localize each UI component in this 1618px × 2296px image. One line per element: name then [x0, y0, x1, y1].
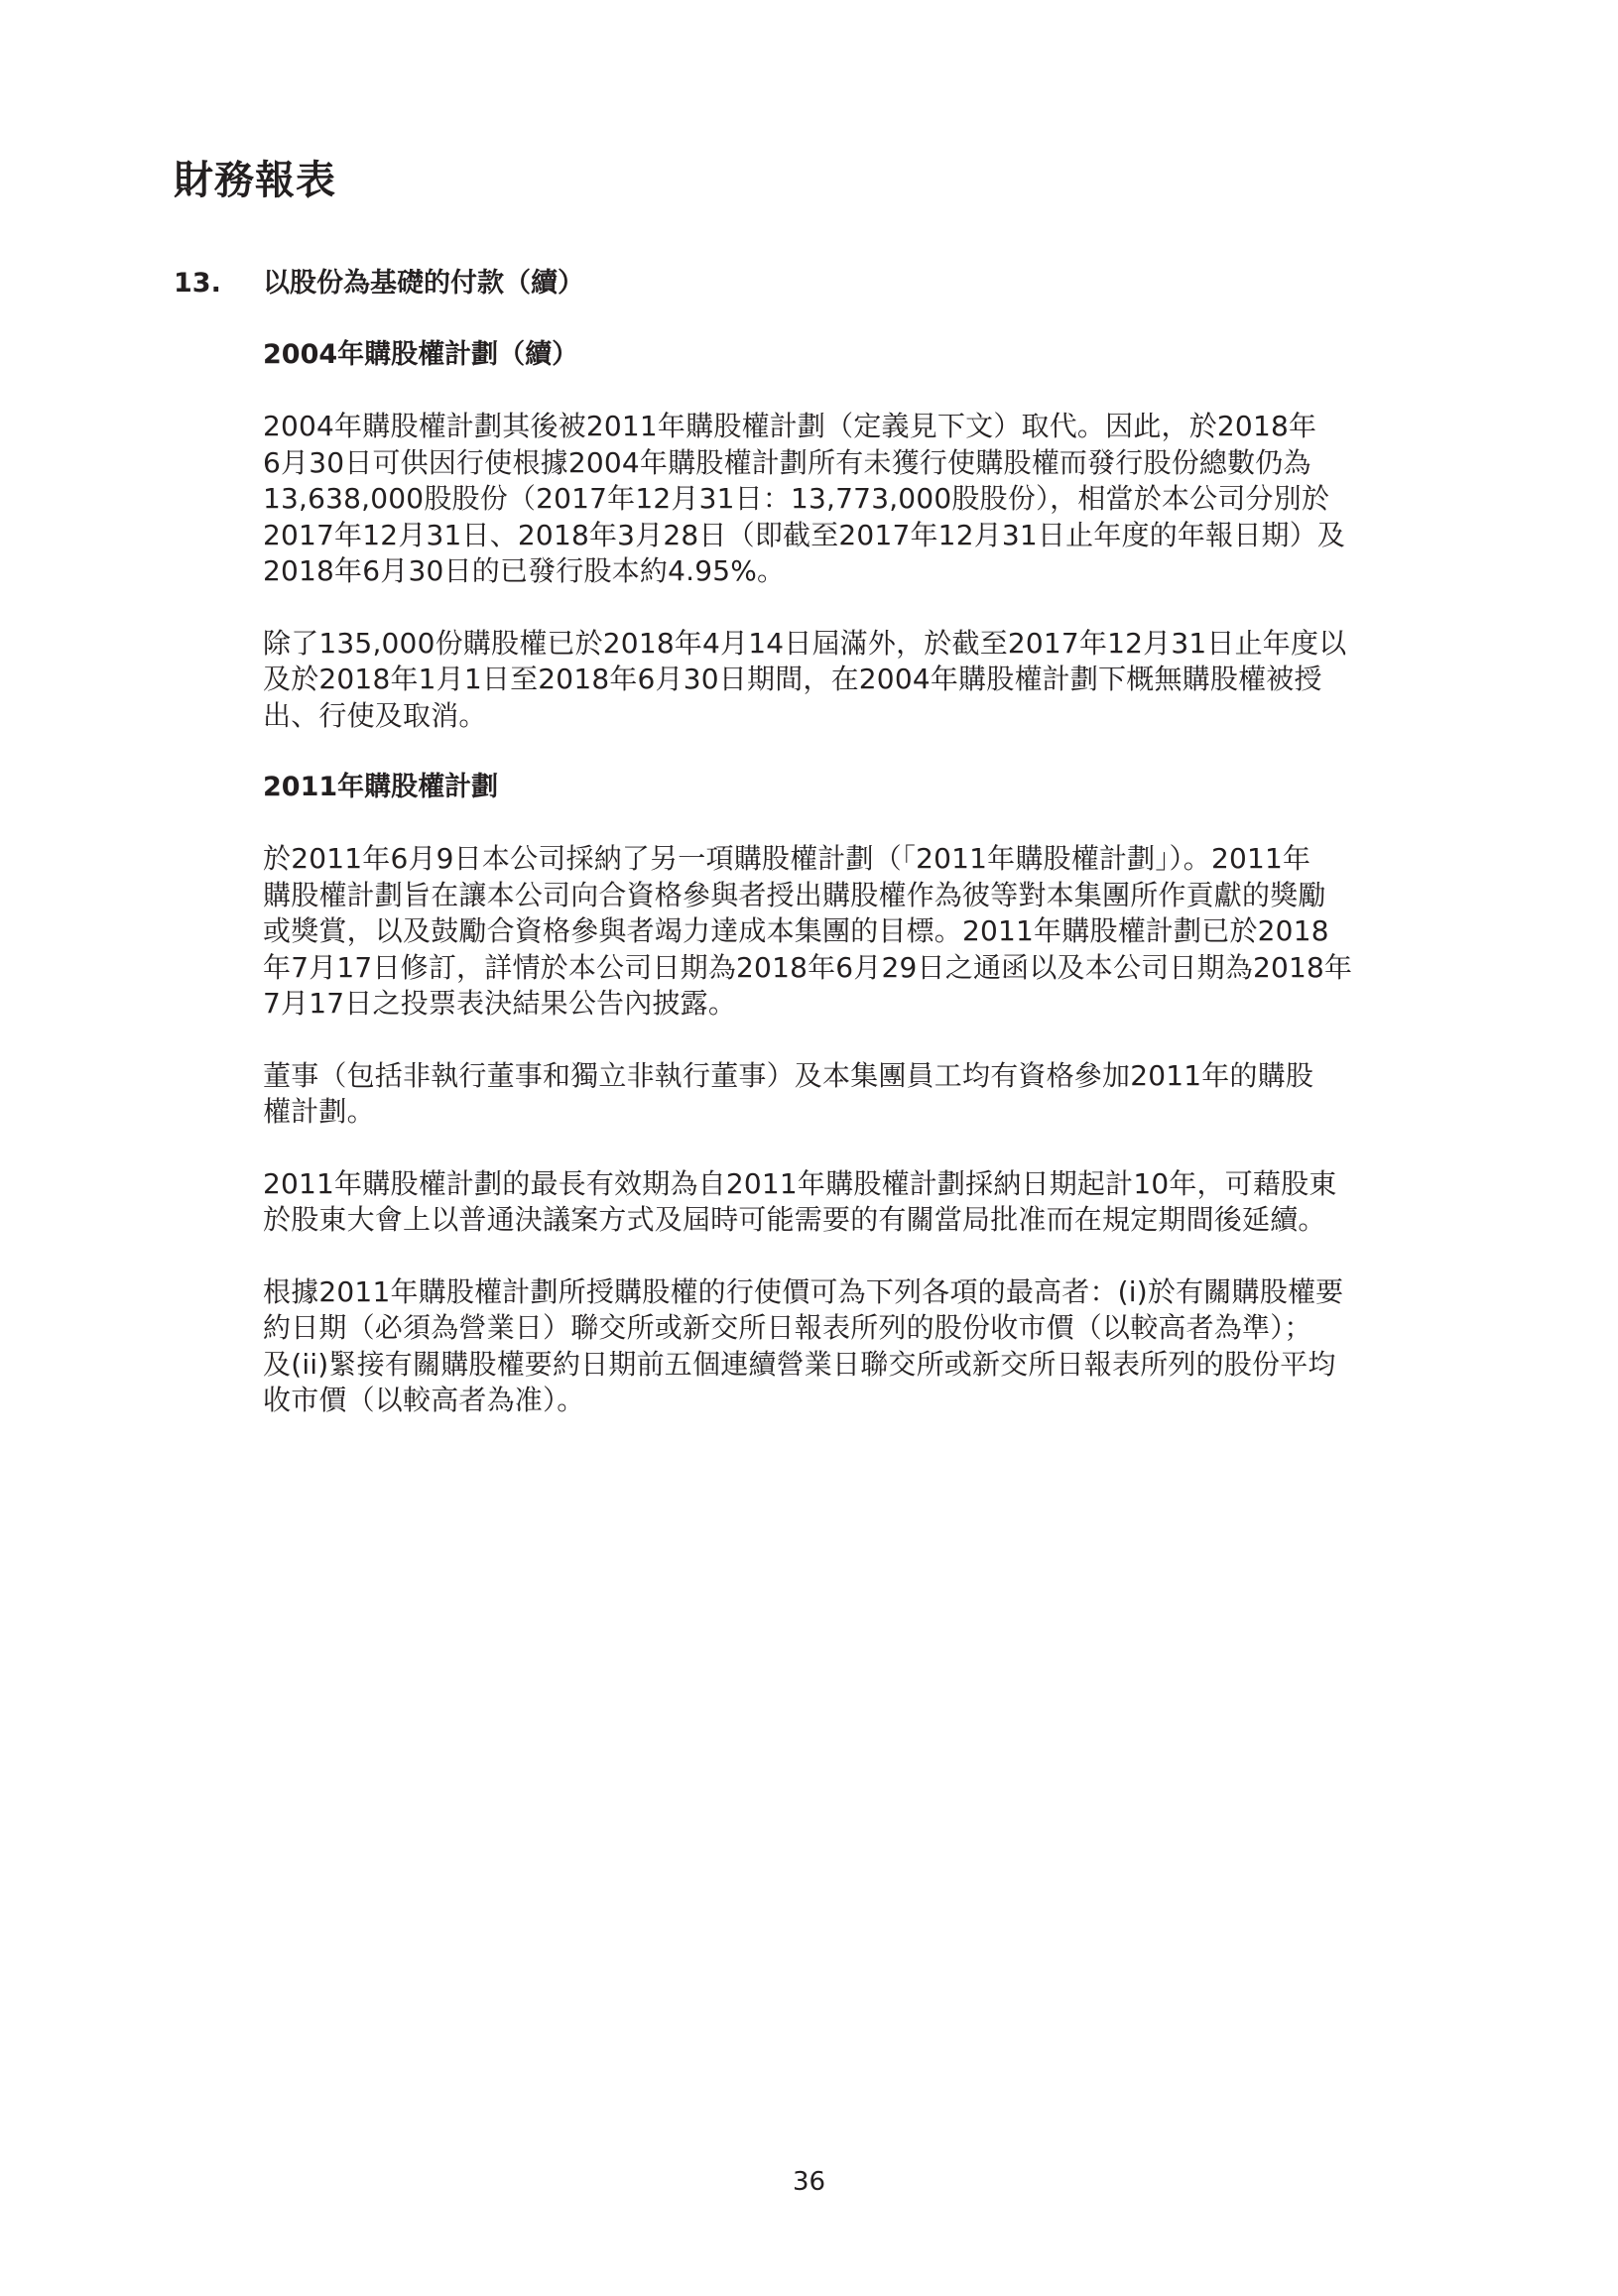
text-line: 於股東大會上以普通決議案方式及屆時可能需要的有關當局批准而在規定期間後延續。: [263, 1203, 1326, 1236]
text-line: 6月30日可供因行使根據2004年購股權計劃所有未獲行使購股權而發行股份總數仍為: [263, 445, 1311, 479]
paragraph: [263, 841, 1429, 1023]
text-line: 約日期（必須為營業日）聯交所或新交所日報表所列的股份收市價（以較高者為準）；: [263, 1311, 1312, 1344]
note-number: 13.: [174, 268, 221, 299]
section-heading: 2011年購股權計劃: [263, 772, 499, 802]
text-line: 2011年購股權計劃的最長有效期為自2011年購股權計劃採納日期起計10年，可藉股東: [263, 1166, 1337, 1200]
page-title: 財務報表: [174, 158, 336, 203]
text-line: 購股權計劃旨在讓本公司向合資格參與者授出購股權作為彼等對本集團所作貢獻的獎勵: [263, 878, 1326, 911]
text-line: 及於2018年1月1日至2018年6月30日期間，在2004年購股權計劃下概無購股權被授: [263, 663, 1322, 695]
text-line: 或獎賞，以及鼓勵合資格參與者竭力達成本集團的目標。2011年購股權計劃已於2018: [263, 914, 1329, 947]
section-2004-scheme: [263, 337, 1429, 734]
text-line: 2004年購股權計劃其後被2011年購股權計劃（定義見下文）取代。因此，於2018年: [263, 410, 1317, 442]
text-line: 及(ii)緊接有關購股權要約日期前五個連續營業日聯交所或新交所日報表所列的股份平均: [263, 1347, 1336, 1381]
paragraph: [263, 409, 1429, 590]
paragraph: [263, 1166, 1429, 1239]
text-line: 收市價（以較高者為准）。: [263, 1384, 585, 1416]
section-heading: 2004年購股權計劃（續）: [263, 339, 579, 370]
text-line: 2018年6月30日的已發行股本約4.95%。: [263, 554, 786, 587]
content: [263, 337, 1429, 1455]
text-line: 年7月17日修訂，詳情於本公司日期為2018年6月29日之通函以及本公司日期為2018年: [263, 950, 1353, 984]
text-line: 2017年12月31日、2018年3月28日（即截至2017年12月31日止年度的年報日期）及: [263, 518, 1346, 551]
text-line: 董事（包括非執行董事和獨立非執行董事）及本集團員工均有資格參加2011年的購股: [263, 1058, 1314, 1092]
page-number: 36: [792, 2167, 826, 2197]
text-line: 7月17日之投票表決結果公告內披露。: [263, 987, 737, 1020]
paragraph: [263, 1274, 1429, 1419]
text-line: 13,638,000股股份（2017年12月31日：13,773,000股股份），相當於本公司分別於: [263, 482, 1330, 515]
paragraph: [263, 626, 1429, 735]
paragraph: [263, 1058, 1429, 1131]
text-line: 除了135,000份購股權已於2018年4月14日屆滿外，於截至2017年12月31日止年度以: [263, 626, 1347, 660]
note-heading: [174, 266, 584, 302]
text-line: 於2011年6月9日本公司採納了另一項購股權計劃（「2011年購股權計劃」）。2011年: [263, 842, 1311, 875]
note-title: 以股份為基礎的付款（續）: [263, 268, 584, 299]
section-2011-scheme: [263, 770, 1429, 1419]
text-line: 出、行使及取消。: [263, 698, 487, 732]
text-line: 權計劃。: [263, 1095, 375, 1128]
text-line: 根據2011年購股權計劃所授購股權的行使價可為下列各項的最高者：(i)於有關購股權要: [263, 1274, 1344, 1308]
